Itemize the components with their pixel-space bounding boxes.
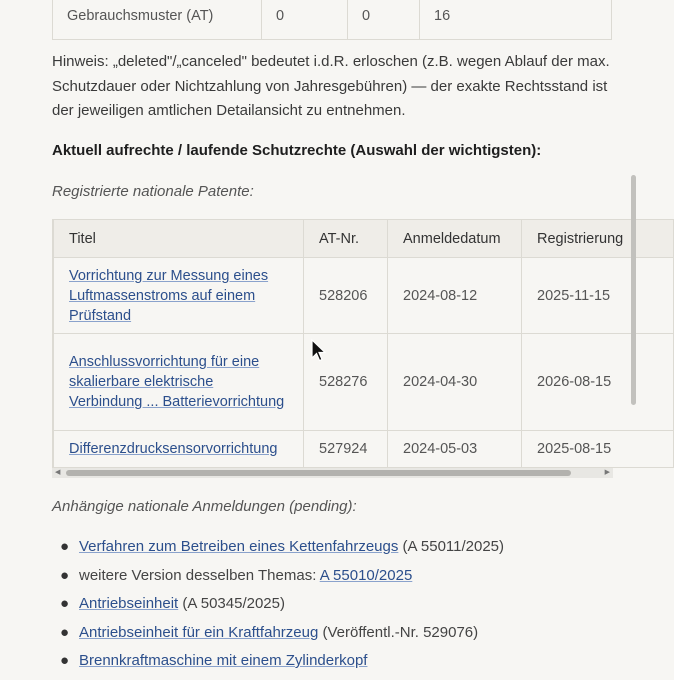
table-cell: 2026-08-15 — [522, 334, 674, 431]
table-cell: 16 — [420, 0, 612, 40]
table-row — [54, 431, 674, 468]
bullet-icon: ● — [60, 652, 70, 669]
item-prefix: weitere Version desselben Themas: — [79, 566, 320, 584]
mouse-cursor-icon — [311, 339, 327, 363]
bullet-icon: ● — [60, 566, 70, 584]
summary-table — [52, 0, 612, 40]
pending-label: Anhängige nationale Anmeldungen (pending): — [52, 498, 357, 515]
scrollbar-thumb[interactable] — [631, 175, 636, 405]
table-cell: 2025-11-15 — [522, 258, 674, 334]
scroll-left-icon[interactable]: ◀ — [55, 469, 61, 476]
list-item — [52, 593, 612, 622]
column-header-title: Titel — [54, 220, 304, 258]
pending-list — [52, 536, 612, 679]
column-header-filed: Anmeldedatum — [388, 220, 522, 258]
table-cell — [54, 431, 304, 468]
table-cell — [54, 258, 304, 334]
item-suffix: (A 55011/2025) — [398, 538, 505, 555]
item-suffix: (Veröffentl.-Nr. 529076) — [318, 623, 479, 641]
scrollbar-thumb[interactable] — [66, 470, 571, 476]
pending-link[interactable]: Verfahren zum Betreiben eines Kettenfahrzeugs — [79, 538, 399, 555]
patent-title-link[interactable]: Anschlussvorrichtung für eine skalierbare elektrische Verbindung ... Batterievorrichtung — [69, 354, 285, 410]
patent-title-link[interactable]: Differenzdrucksensorvorrichtung — [69, 441, 278, 457]
pending-link[interactable]: Antriebseinheit — [79, 595, 179, 612]
pending-link[interactable]: Brennkraftmaschine mit einem Zylinderkopf — [79, 652, 368, 669]
vertical-scrollbar[interactable] — [630, 0, 637, 680]
table-cell: 2024-05-03 — [388, 431, 522, 468]
table-row — [54, 334, 674, 431]
bullet-icon: ● — [60, 595, 70, 612]
section-title: Aktuell aufrechte / laufende Schutzrechte (Auswahl der wichtigsten): — [52, 142, 542, 159]
table-row — [53, 0, 612, 40]
patents-table — [53, 219, 674, 468]
table-cell: 2024-04-30 — [388, 334, 522, 431]
scroll-right-icon[interactable]: ▶ — [604, 469, 610, 476]
pending-link[interactable]: A 55010/2025 — [319, 566, 413, 584]
table-cell: 528206 — [304, 258, 388, 334]
list-item — [52, 536, 612, 565]
bullet-icon: ● — [60, 623, 70, 641]
patents-label: Registrierte nationale Patente: — [52, 183, 254, 200]
hint-text: Hinweis: „deleted"/„canceled" bedeutet i.d.R. erloschen (z.B. wegen Ablauf der max. Schutzdauer oder Nichtzahlung von Jahresgebühren) — der exakte Rechtsstand ist der jeweiligen amtlichen Detailansicht zu entnehmen. — [52, 53, 610, 119]
table-row — [54, 258, 674, 334]
patent-title-link[interactable]: Vorrichtung zur Messung eines Luftmassenstroms auf einem Prüfstand — [69, 267, 269, 324]
table-cell — [54, 334, 304, 431]
table-cell: Gebrauchsmuster (AT) — [53, 0, 262, 40]
table-cell: 0 — [348, 0, 420, 40]
list-item — [52, 622, 612, 651]
table-cell: 528276 — [304, 334, 388, 431]
table-cell: 2024-08-12 — [388, 258, 522, 334]
column-header-at-nr: AT-Nr. — [304, 220, 388, 258]
table-cell: 527924 — [304, 431, 388, 468]
horizontal-scrollbar[interactable] — [52, 468, 613, 478]
item-suffix: (A 50345/2025) — [178, 595, 285, 612]
table-cell: 2025-08-15 — [522, 431, 674, 468]
bullet-icon: ● — [60, 538, 70, 555]
column-header-registered: Registrierung — [522, 220, 674, 258]
pending-link[interactable]: Antriebseinheit für ein Kraftfahrzeug — [79, 623, 319, 641]
patents-table-scroll[interactable] — [52, 219, 624, 469]
table-cell: 0 — [262, 0, 348, 40]
list-item — [52, 565, 612, 594]
list-item — [52, 650, 612, 679]
table-header-row — [54, 220, 674, 258]
